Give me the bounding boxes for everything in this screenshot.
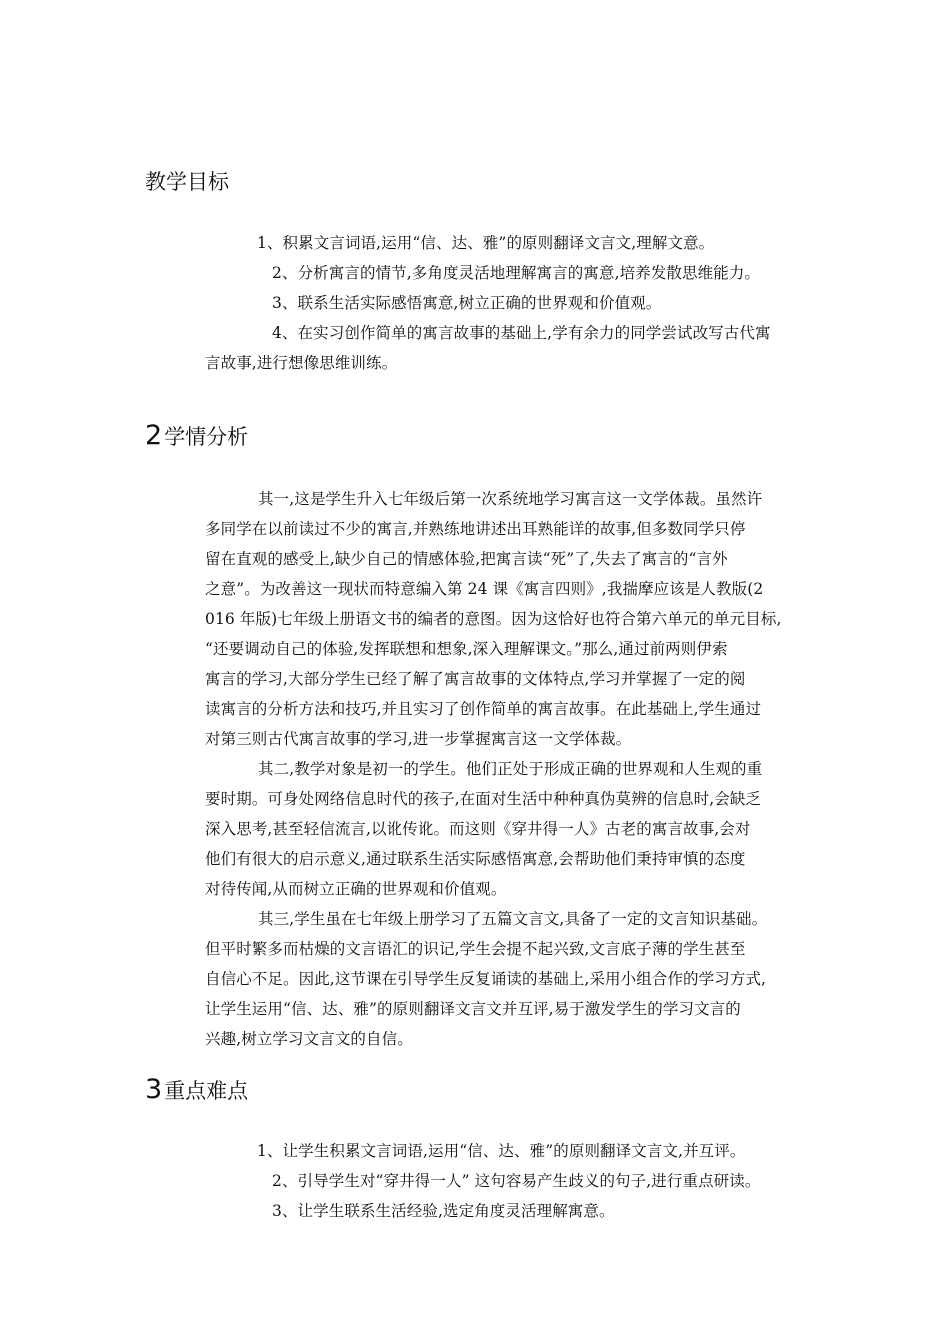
paragraph-line: 多同学在以前读过不少的寓言,并熟练地讲述出耳熟能详的故事,但多数同学只停 [205,520,746,538]
analysis-paragraph-2 [205,754,762,904]
section-heading-key-difficulties [145,1076,248,1105]
paragraph-line: 之意”。为改善这一现状而特意编入第 24 课《寓言四则》,我揣摩应该是人教版(2 [205,580,764,598]
section-title: 重点难点 [164,1079,249,1103]
section-number: 2 [145,420,163,451]
section-heading-student-analysis [145,422,248,451]
section-title: 学情分析 [164,425,249,449]
paragraph-line: 寓言的学习,大部分学生已经了解了寓言故事的文体特点,学习并掌握了一定的阅 [205,670,746,688]
paragraph-line: 其一,这是学生升入七年级后第一次系统地学习寓言这一文学体裁。虽然许 [258,490,763,508]
paragraph-line: 对待传闻,从而树立正确的世界观和价值观。 [205,880,507,898]
paragraph-line: 其三,学生虽在七年级上册学习了五篇文言文,具备了一定的文言知识基础。 [258,910,768,928]
paragraph-line: 留在直观的感受上,缺少自己的情感体验,把寓言读“死”了,失去了寓言的“言外 [205,550,728,568]
paragraph-line: “还要调动自己的体验,发挥联想和想象,深入理解课文。”那么,通过前两则伊索 [205,640,728,658]
paragraph-line: 兴趣,树立学习文言文的自信。 [205,1030,413,1048]
goal-item-1: 1、积累文言词语,运用“信、达、雅”的原则翻译文言文,理解文意。 [257,234,715,252]
section-heading-teaching-goals [145,168,229,196]
paragraph-line: 自信心不足。因此,这节课在引导学生反复诵读的基础上,采用小组合作的学习方式, [205,970,767,988]
key-item-1: 1、让学生积累文言词语,运用“信、达、雅”的原则翻译文言文,并互评。 [257,1142,746,1160]
analysis-paragraph-3 [205,904,767,1054]
paragraph-line: 他们有很大的启示意义,通过联系生活实际感悟寓意,会帮助他们秉持审慎的态度 [205,850,746,868]
goal-item-4-continuation: 言故事,进行想像思维训练。 [205,354,398,372]
paragraph-line: 其二,教学对象是初一的学生。他们正处于形成正确的世界观和人生观的重 [258,760,763,778]
goal-item-4: 4、在实习创作简单的寓言故事的基础上,学有余力的同学尝试改写古代寓 [272,324,771,342]
key-item-3: 3、让学生联系生活经验,选定角度灵活理解寓意。 [272,1202,615,1220]
goal-item-2: 2、分析寓言的情节,多角度灵活地理解寓言的寓意,培养发散思维能力。 [272,264,761,282]
paragraph-line: 对第三则古代寓言故事的学习,进一步掌握寓言这一文学体裁。 [205,730,632,748]
key-item-2: 2、引导学生对“穿井得一人” 这句容易产生歧义的句子,进行重点研读。 [272,1172,761,1190]
paragraph-line: 读寓言的分析方法和技巧,并且实习了创作简单的寓言故事。在此基础上,学生通过 [205,700,762,718]
paragraph-line: 要时期。可身处网络信息时代的孩子,在面对生活中种种真伪莫辨的信息时,会缺乏 [205,790,762,808]
paragraph-line: 016 年版)七年级上册语文书的编者的意图。因为这恰好也符合第六单元的单元目标, [205,610,782,628]
paragraph-line: 让学生运用“信、达、雅”的原则翻译文言文并互评,易于激发学生的学习文言的 [205,1000,741,1018]
paragraph-line: 但平时繁多而枯燥的文言语汇的识记,学生会提不起兴致,文言底子薄的学生甚至 [205,940,746,958]
analysis-paragraph-1 [205,484,782,754]
paragraph-line: 深入思考,甚至轻信流言,以讹传讹。而这则《穿井得一人》古老的寓言故事,会对 [205,820,751,838]
goal-item-3: 3、联系生活实际感悟寓意,树立正确的世界观和价值观。 [272,294,662,312]
section-title: 教学目标 [145,170,229,194]
section-number: 3 [145,1074,163,1105]
